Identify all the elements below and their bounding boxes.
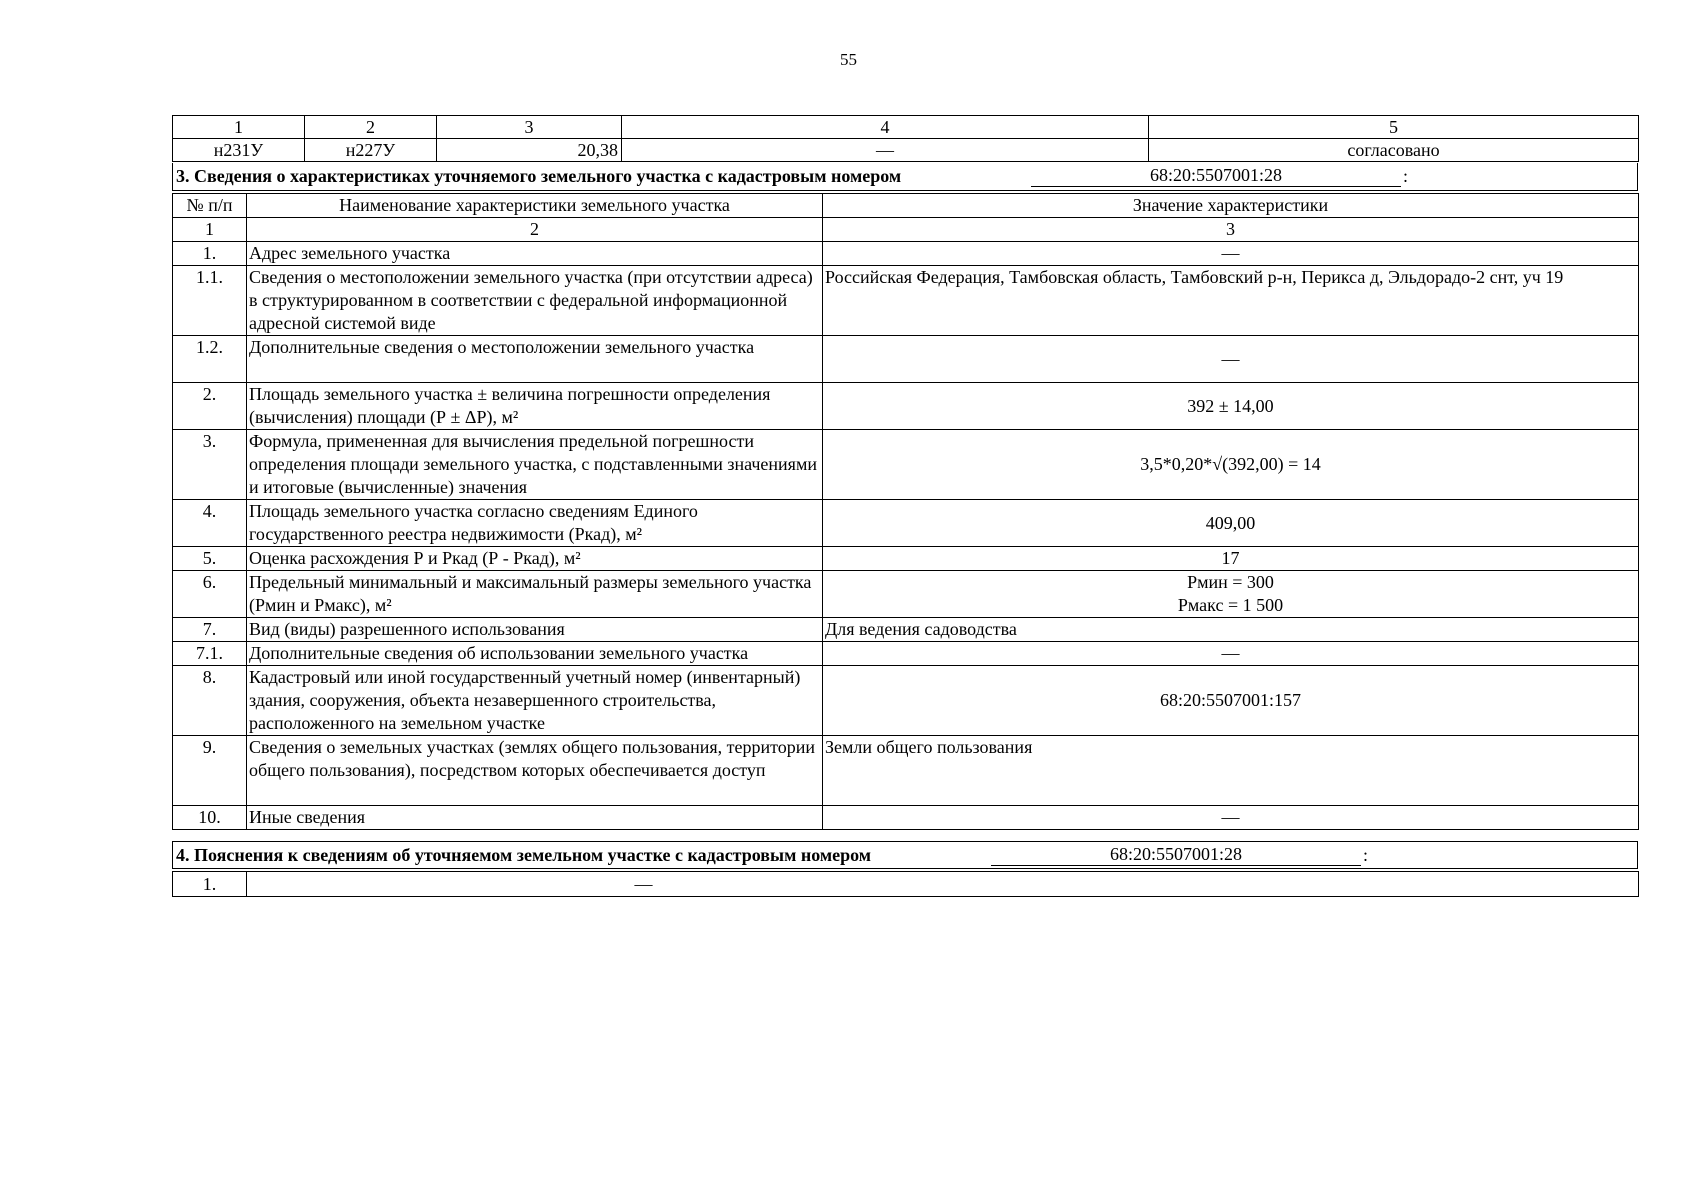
row-value: 17 (823, 547, 1639, 571)
row-value: 3,5*0,20*√(392,00) = 14 (823, 430, 1639, 500)
col-header: 4 (622, 116, 1149, 139)
table-row (173, 618, 1639, 642)
section4-header (172, 841, 1638, 869)
row-value: Земли общего пользования (823, 736, 1639, 806)
col-number: 3 (823, 218, 1639, 242)
row-value: 392 ± 14,00 (823, 383, 1639, 430)
col-number: 1 (173, 218, 247, 242)
row-num: 2. (173, 383, 247, 430)
row-num: 7. (173, 618, 247, 642)
row-num: 1.2. (173, 336, 247, 383)
page-number: 55 (840, 50, 857, 69)
row-num: 1.1. (173, 266, 247, 336)
row-name: Вид (виды) разрешенного использования (247, 618, 823, 642)
row-value: — (823, 806, 1639, 830)
col-header-value: Значение характеристики (823, 194, 1639, 218)
row-value: 68:20:5507001:157 (823, 666, 1639, 736)
col-header: 1 (173, 116, 305, 139)
table-row (173, 642, 1639, 666)
row-name: Иные сведения (247, 806, 823, 830)
table-row (173, 806, 1639, 830)
table-header-row (173, 194, 1639, 218)
col-number: 2 (247, 218, 823, 242)
section3-header (172, 163, 1638, 191)
row-value: — (823, 336, 1639, 383)
description-value: — (622, 139, 1149, 162)
table-number-row (173, 218, 1639, 242)
table-header-row (173, 116, 1639, 139)
table-row (173, 666, 1639, 736)
row-name: Кадастровый или иной государственный учетный номер (инвентарный) здания, сооружения, объекта незавершенного строительства, расположенного на земельном участке (247, 666, 823, 736)
table-row (173, 430, 1639, 500)
col-header: 3 (437, 116, 622, 139)
explanations-table (172, 871, 1639, 897)
table-row (173, 571, 1639, 618)
table-row (173, 872, 1639, 897)
characteristics-table (172, 193, 1639, 830)
row-num: 5. (173, 547, 247, 571)
row-value: — (823, 242, 1639, 266)
row-num: 4. (173, 500, 247, 547)
row-value: Для ведения садоводства (823, 618, 1639, 642)
table-row (173, 266, 1639, 336)
area-max: Рмакс = 1 500 (1177, 595, 1284, 615)
row-num: 7.1. (173, 642, 247, 666)
point-from: н231У (173, 139, 305, 162)
table-row (173, 139, 1639, 162)
row-name: Предельный минимальный и максимальный размеры земельного участка (Рмин и Рмакс), м² (247, 571, 823, 618)
col-header-name: Наименование характеристики земельного участка (247, 194, 823, 218)
table-row (173, 736, 1639, 806)
section3-colon: : (1403, 166, 1409, 186)
row-name: Дополнительные сведения о местоположении земельного участка (247, 336, 823, 383)
section4-cadastral-number: 68:20:5507001:28 (991, 843, 1361, 866)
section4-colon: : (1363, 845, 1369, 865)
table-row (173, 500, 1639, 547)
table-row (173, 383, 1639, 430)
row-name: Дополнительные сведения об использовании земельного участка (247, 642, 823, 666)
row-value (823, 571, 1639, 618)
section3-cadastral-number: 68:20:5507001:28 (1031, 164, 1401, 187)
col-header: 5 (1149, 116, 1639, 139)
section3-title: 3. Сведения о характеристиках уточняемого земельного участка с кадастровым номером (176, 166, 902, 186)
row-num: 6. (173, 571, 247, 618)
boundary-approval-table (172, 115, 1639, 162)
row-name: Сведения о местоположении земельного участка (при отсутствии адреса) в структурированном в соответствии с федеральной информационной адресной системой виде (247, 266, 823, 336)
row-name: Площадь земельного участка согласно сведениям Единого государственного реестра недвижимости (Ркад), м² (247, 500, 823, 547)
col-header-num: № п/п (173, 194, 247, 218)
status-value: согласовано (1149, 139, 1639, 162)
length-value: 20,38 (437, 139, 622, 162)
row-name: Сведения о земельных участках (землях общего пользования, территории общего пользования), посредством которых обеспечивается доступ (247, 736, 823, 806)
row-num: 10. (173, 806, 247, 830)
area-min: Рмин = 300 (1187, 572, 1274, 592)
row-name: Формула, примененная для вычисления предельной погрешности определения площади земельного участка, с подставленными значениями и итоговые (вычисленные) значения (247, 430, 823, 500)
row-name: Оценка расхождения Р и Ркад (Р - Ркад), м² (247, 547, 823, 571)
row-value: Российская Федерация, Тамбовская область, Тамбовский р-н, Перикса д, Эльдорадо-2 снт, уч 19 (823, 266, 1639, 336)
row-value: — (247, 872, 1639, 897)
row-num: 1. (173, 242, 247, 266)
point-to: н227У (305, 139, 437, 162)
row-value: 409,00 (823, 500, 1639, 547)
col-header: 2 (305, 116, 437, 139)
row-name: Площадь земельного участка ± величина погрешности определения (вычисления) площади (Р ± ΔР), м² (247, 383, 823, 430)
row-num: 1. (173, 872, 247, 897)
row-value: — (823, 642, 1639, 666)
table-row (173, 336, 1639, 383)
row-num: 3. (173, 430, 247, 500)
row-name: Адрес земельного участка (247, 242, 823, 266)
row-num: 8. (173, 666, 247, 736)
table-row (173, 547, 1639, 571)
table-row (173, 242, 1639, 266)
row-num: 9. (173, 736, 247, 806)
section4-title: 4. Пояснения к сведениям об уточняемом земельном участке с кадастровым номером (176, 845, 872, 865)
